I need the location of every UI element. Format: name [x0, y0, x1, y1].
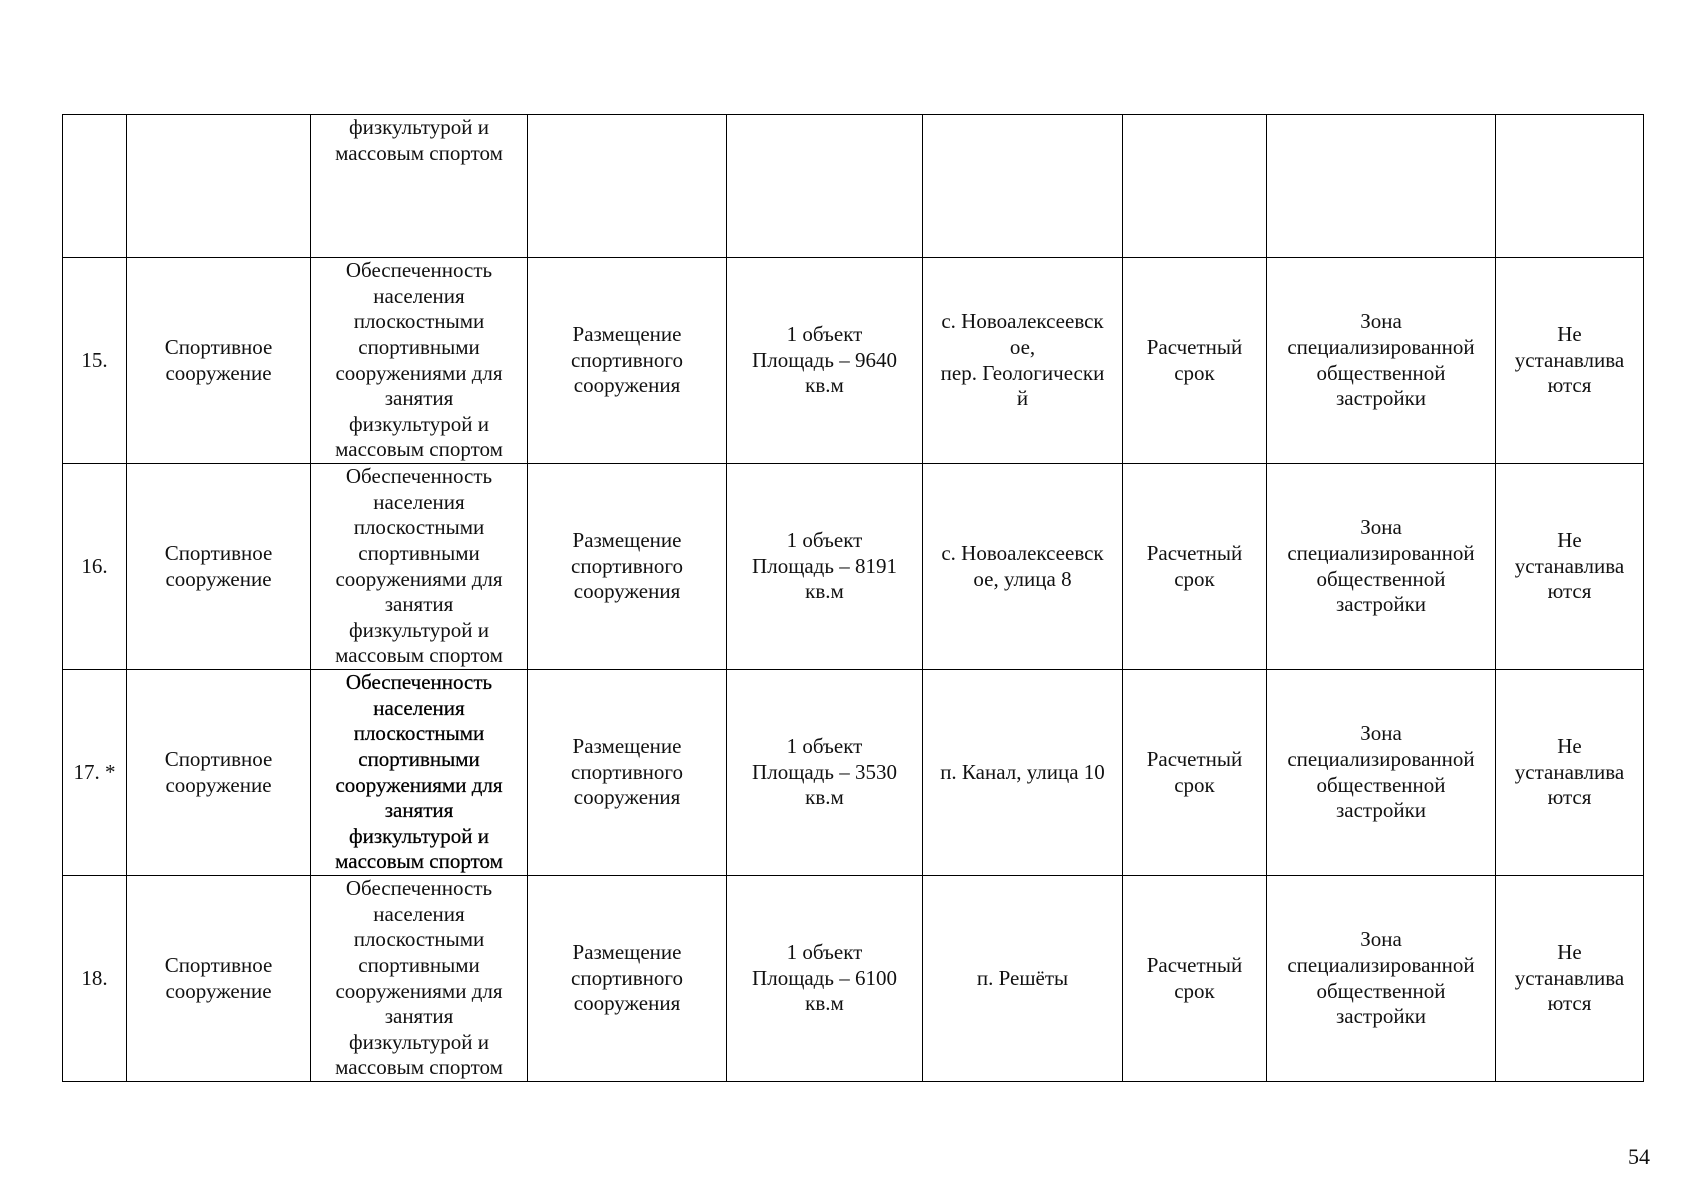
cell-location: п. Решёты — [923, 876, 1123, 1082]
cell-num: 18. — [63, 876, 127, 1082]
cell-zone: Зона специализированной общественной застройки — [1267, 258, 1496, 464]
cell-name: Спортивное сооружение — [127, 670, 311, 876]
cell-need: Обеспеченность населения плоскостными спортивными сооружениями для занятия физкультурой и массовым спортом — [311, 464, 528, 670]
cell-zones: Не устанавлива ются — [1496, 670, 1644, 876]
table-row — [63, 464, 1644, 670]
objects-table — [62, 114, 1644, 1082]
cell-name — [127, 115, 311, 258]
table-row — [63, 258, 1644, 464]
cell-zones: Не устанавлива ются — [1496, 258, 1644, 464]
cell-location: с. Новоалексеевск ое, улица 8 — [923, 464, 1123, 670]
cell-zone: Зона специализированной общественной застройки — [1267, 670, 1496, 876]
table-row-continuation — [63, 115, 1644, 258]
cell-num: 16. — [63, 464, 127, 670]
cell-params: 1 объект Площадь – 3530 кв.м — [727, 670, 923, 876]
cell-location: п. Канал, улица 10 — [923, 670, 1123, 876]
cell-name: Спортивное сооружение — [127, 876, 311, 1082]
table-row — [63, 876, 1644, 1082]
cell-params: 1 объект Площадь – 6100 кв.м — [727, 876, 923, 1082]
need-line: массовым спортом — [335, 140, 503, 165]
cell-zones: Не устанавлива ются — [1496, 464, 1644, 670]
cell-purpose: Размещение спортивного сооружения — [528, 670, 727, 876]
cell-zones — [1496, 115, 1644, 258]
cell-need — [311, 115, 528, 258]
table-row — [63, 670, 1644, 876]
cell-zones: Не устанавлива ются — [1496, 876, 1644, 1082]
page-number: 54 — [1628, 1144, 1650, 1169]
cell-purpose: Размещение спортивного сооружения — [528, 464, 727, 670]
cell-purpose — [528, 115, 727, 258]
cell-name: Спортивное сооружение — [127, 464, 311, 670]
cell-purpose: Размещение спортивного сооружения — [528, 258, 727, 464]
cell-params: 1 объект Площадь – 8191 кв.м — [727, 464, 923, 670]
cell-term: Расчетный срок — [1123, 258, 1267, 464]
cell-term — [1123, 115, 1267, 258]
cell-num: 17. * — [63, 670, 127, 876]
cell-need: Обеспеченность населения плоскостными спортивными сооружениями для занятия физкультурой и массовым спортом — [311, 876, 528, 1082]
cell-term: Расчетный срок — [1123, 876, 1267, 1082]
cell-params: 1 объект Площадь – 9640 кв.м — [727, 258, 923, 464]
cell-location — [923, 115, 1123, 258]
cell-need: Обеспеченность населения плоскостными спортивными сооружениями для занятия физкультурой и массовым спортом — [311, 670, 528, 876]
cell-name: Спортивное сооружение — [127, 258, 311, 464]
cell-location: с. Новоалексеевск ое, пер. Геологически й — [923, 258, 1123, 464]
cell-term: Расчетный срок — [1123, 464, 1267, 670]
cell-purpose: Размещение спортивного сооружения — [528, 876, 727, 1082]
cell-num — [63, 115, 127, 258]
cell-zone — [1267, 115, 1496, 258]
cell-zone: Зона специализированной общественной застройки — [1267, 464, 1496, 670]
cell-zone: Зона специализированной общественной застройки — [1267, 876, 1496, 1082]
need-line: физкультурой и — [348, 115, 489, 139]
cell-need: Обеспеченность населения плоскостными спортивными сооружениями для занятия физкультурой и массовым спортом — [311, 258, 528, 464]
cell-params — [727, 115, 923, 258]
cell-term: Расчетный срок — [1123, 670, 1267, 876]
cell-num: 15. — [63, 258, 127, 464]
